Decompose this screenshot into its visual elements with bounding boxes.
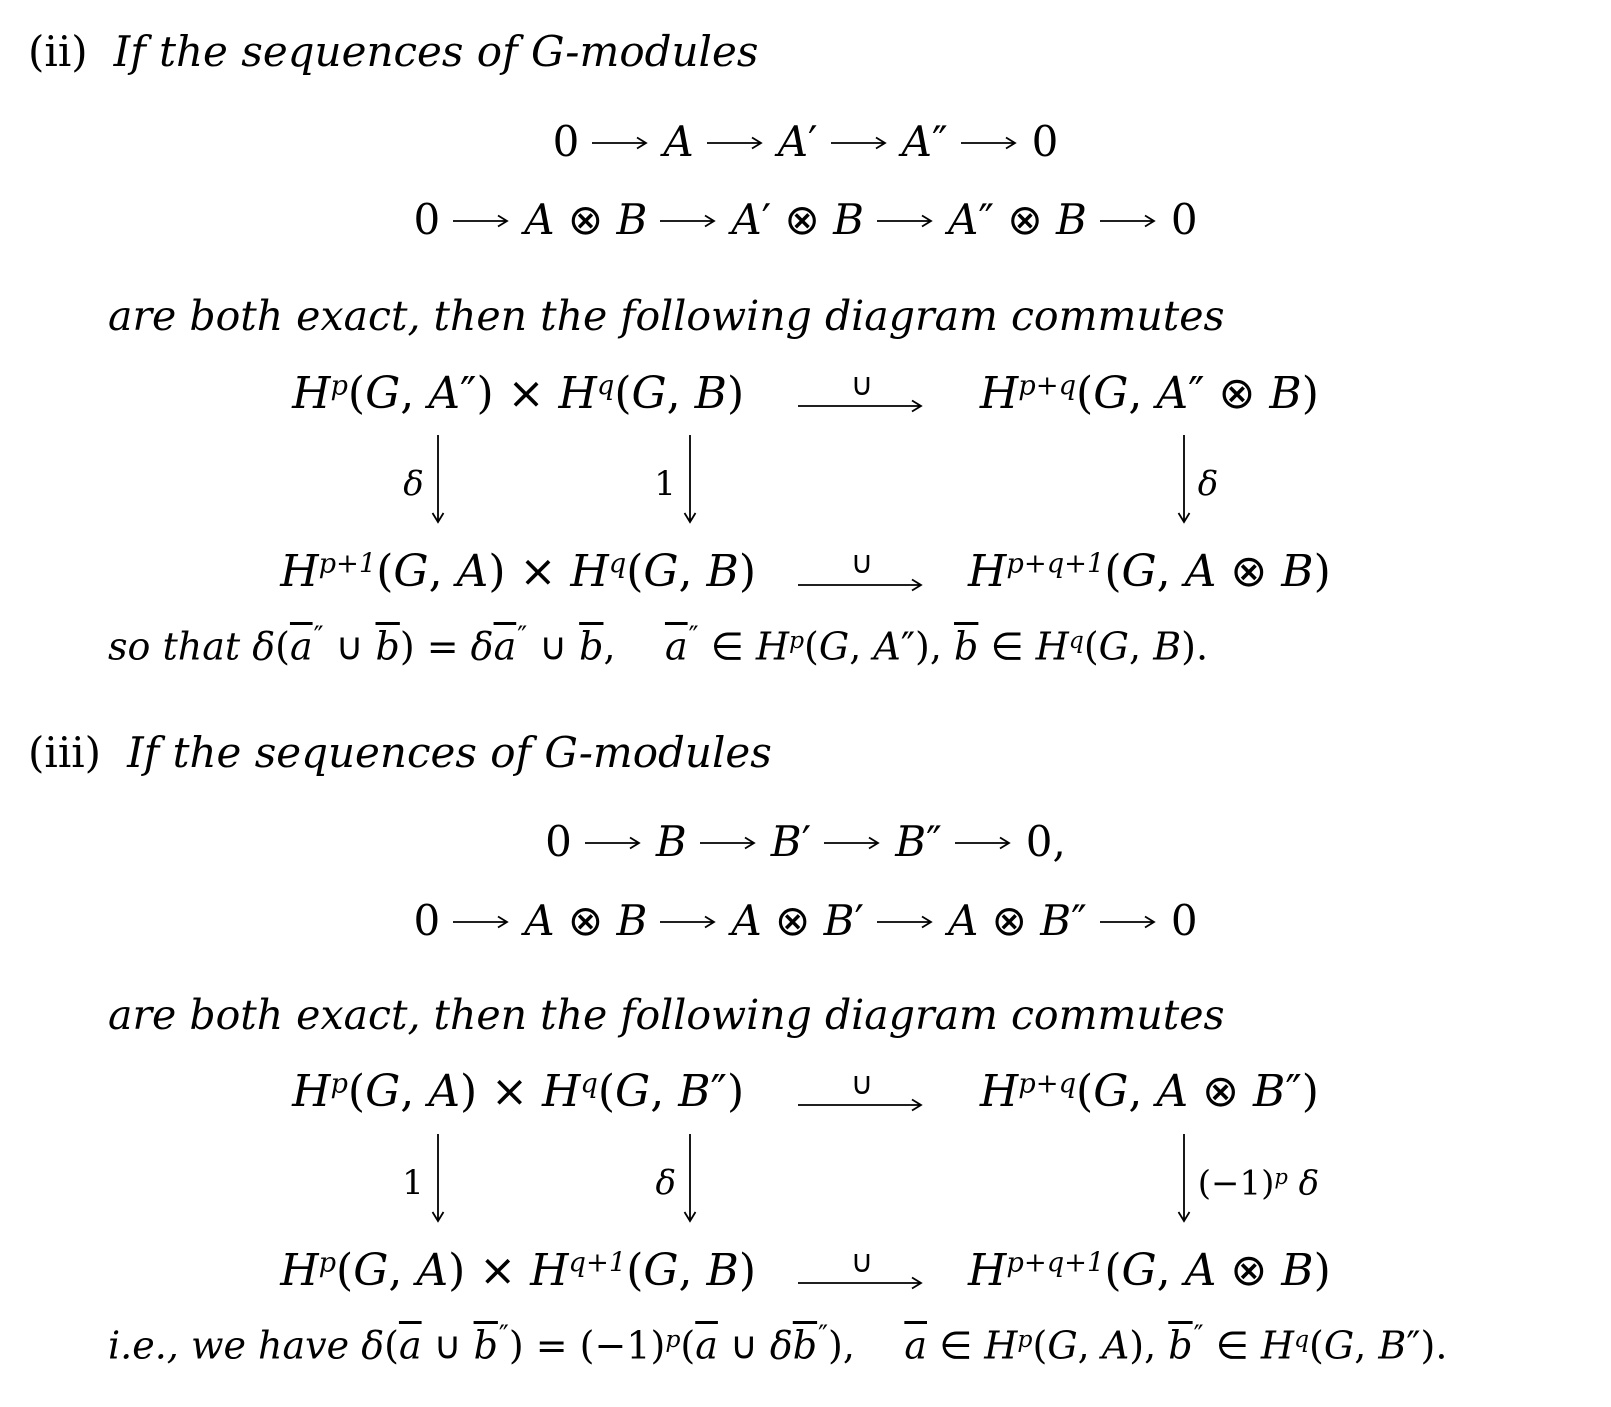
section-iii-exact-line: are both exact, then the following diagram commutes: [108, 991, 1225, 1040]
right-arrow-icon: [796, 1275, 928, 1291]
diagram-ii-cup-arrow-top: [796, 366, 928, 414]
diagram-ii-bottom-left: $H^{p+1}(G$, $A) \times H^q(G$, B): [280, 546, 757, 598]
right-arrow-icon: [796, 577, 928, 593]
diagram-iii-bottom-left: $H^p(G$, $A) \times H^{q+1}(G$, B): [280, 1244, 757, 1296]
cup-symbol: ∪: [850, 366, 874, 403]
arrow-label-delta: δ: [403, 464, 424, 505]
diagram-iii-top-right: $H^{p+q}(G$, A ⊗ B″): [979, 1066, 1319, 1118]
arrow-label-delta: δ: [655, 1162, 676, 1203]
right-arrow-icon: [875, 193, 937, 243]
right-arrow-icon: [451, 894, 513, 944]
right-arrow-icon: [953, 815, 1015, 865]
right-arrow-icon: [796, 398, 928, 414]
down-arrow-icon: [682, 435, 698, 529]
arrow-label-delta: δ: [1197, 464, 1219, 505]
arrow-label-signed-delta: $(-1)^p$ δ: [1197, 1163, 1320, 1204]
down-arrow-icon: [430, 1134, 446, 1228]
right-arrow-icon: [829, 115, 891, 165]
diagram-ii-vertical-arrows: [280, 419, 1331, 547]
arrow-label-one: 1: [654, 464, 676, 505]
diagram-ii-bottom-right: $H^{p+q+1}(G$, A ⊗ B): [968, 546, 1331, 598]
diagram-iii-vertical-arrows: [280, 1118, 1331, 1246]
section-iii-label: (iii): [28, 727, 102, 777]
diagram-iii-bottom-right: $H^{p+q+1}(G$, A ⊗ B): [968, 1244, 1331, 1296]
section-ii-label: (ii): [28, 27, 88, 76]
exact-sequence-ii-2: 0 A ⊗ B A′ ⊗ B A″ ⊗ B 0: [413, 194, 1198, 244]
right-arrow-icon: [796, 1097, 928, 1113]
exact-sequence-iii-1: 0 B B′ B″ 0,: [545, 817, 1066, 867]
delta-down-arrow: [655, 1134, 698, 1240]
diagram-iii-top-left: $H^p(G$, $A) \times H^q(G$, B″): [292, 1066, 745, 1118]
cup-symbol: ∪: [850, 1244, 874, 1281]
right-arrow-icon: [658, 193, 720, 243]
right-arrow-icon: [822, 815, 884, 865]
diagram-iii-cup-arrow-top: [796, 1065, 928, 1113]
down-arrow-icon: [682, 1134, 698, 1228]
right-arrow-icon: [583, 815, 645, 865]
diagram-iii-cup-arrow-bottom: [796, 1244, 928, 1291]
diagram-ii-cup-arrow-bottom: [796, 545, 928, 592]
section-ii-exact-line: are both exact, then the following diagram commutes: [108, 292, 1225, 341]
exact-sequence-ii-1: 0 A A′ A″ 0: [552, 116, 1059, 166]
delta-down-arrow: [1176, 435, 1219, 541]
signed-delta-down-arrow: [1176, 1134, 1320, 1240]
section-ii-intro: If the sequences of G-modules: [113, 27, 759, 76]
identity-down-arrow: [654, 435, 698, 541]
down-arrow-icon: [1176, 435, 1192, 529]
section-iii-conclusion: i.e., we have $\delta(\overline{a}$ ∪ $\overline{b}'') = (-1)^p(\overline{a}$ ∪ $\delta\overline{b}''$), $\overline{a}$ ∈ $H^p(G$, A), $\overline{b}''$ ∈ $H^q(G$, B″).: [108, 1319, 1448, 1368]
down-arrow-icon: [430, 435, 446, 529]
commutative-diagram-ii: [280, 366, 1331, 598]
section-ii-heading: [0, 26, 1611, 79]
right-arrow-icon: [959, 115, 1021, 165]
section-iii-heading: [0, 727, 1611, 780]
cup-symbol: ∪: [850, 1065, 874, 1102]
right-arrow-icon: [658, 894, 720, 944]
cup-symbol: ∪: [850, 545, 874, 582]
right-arrow-icon: [451, 193, 513, 243]
arrow-label-one: 1: [402, 1162, 424, 1203]
delta-down-arrow: [403, 435, 446, 541]
diagram-ii-top-right: $H^{p+q}(G$, A″ ⊗ B): [979, 367, 1319, 419]
right-arrow-icon: [1098, 193, 1160, 243]
right-arrow-icon: [1098, 894, 1160, 944]
identity-down-arrow: [402, 1134, 446, 1240]
commutative-diagram-iii: [280, 1067, 1331, 1296]
section-ii-conclusion: so that $\delta(\overline{a}''$ ∪ $\overline{b}) = \delta\overline{a}''$ ∪ $\overline{b}$, $\overline{a}''$ ∈ $H^p(G$, A″), $\overline{b}$ ∈ $H^q(G$, B).: [108, 620, 1209, 669]
diagram-ii-top-left: $H^p(G$, $A'') \times H^q(G$, B): [292, 367, 745, 419]
right-arrow-icon: [698, 815, 760, 865]
right-arrow-icon: [705, 115, 767, 165]
down-arrow-icon: [1176, 1134, 1192, 1228]
section-iii-intro: If the sequences of G-modules: [127, 727, 772, 777]
right-arrow-icon: [590, 115, 652, 165]
right-arrow-icon: [875, 894, 937, 944]
exact-sequence-iii-2: 0 A ⊗ B A ⊗ B′ A ⊗ B″ 0: [413, 895, 1198, 945]
